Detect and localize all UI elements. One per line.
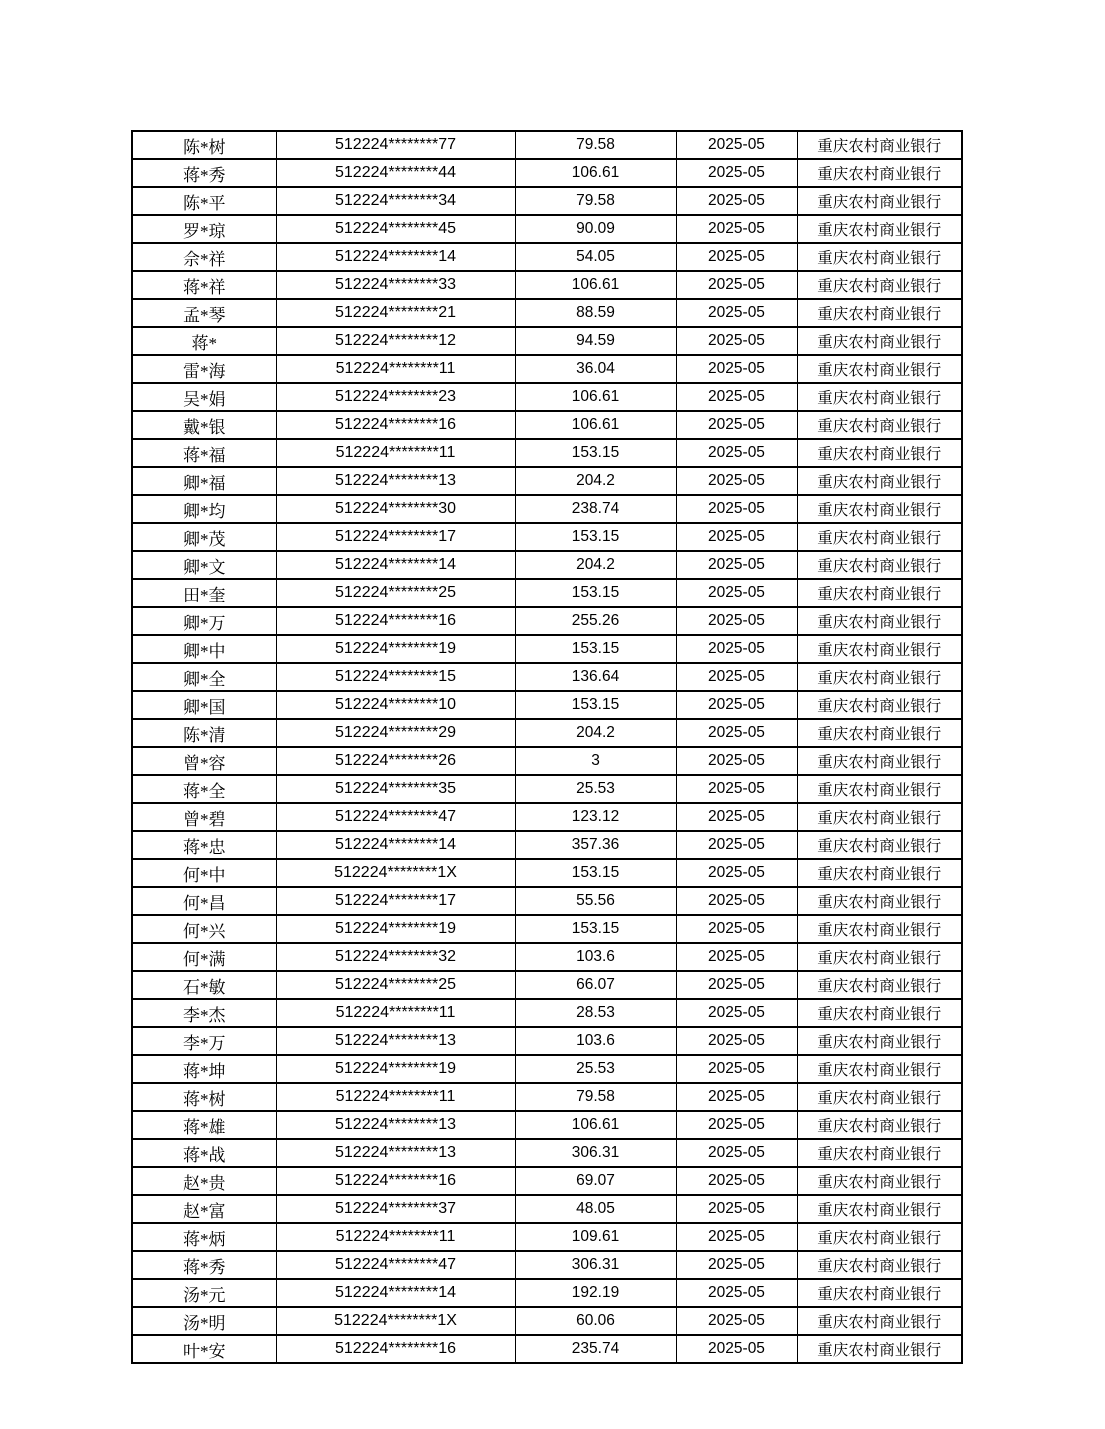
cell-name: 卿*均 <box>132 495 276 523</box>
cell-bank: 重庆农村商业银行 <box>797 1111 962 1139</box>
cell-amount: 103.6 <box>515 943 676 971</box>
cell-month: 2025-05 <box>676 803 797 831</box>
cell-month: 2025-05 <box>676 971 797 999</box>
cell-id-number: 512224********19 <box>276 635 515 663</box>
cell-month: 2025-05 <box>676 131 797 159</box>
cell-month: 2025-05 <box>676 1083 797 1111</box>
cell-amount: 153.15 <box>515 691 676 719</box>
cell-bank: 重庆农村商业银行 <box>797 663 962 691</box>
table-row <box>132 383 962 411</box>
cell-name: 蒋*炳 <box>132 1223 276 1251</box>
cell-amount: 255.26 <box>515 607 676 635</box>
table-row <box>132 1335 962 1363</box>
table-row <box>132 159 962 187</box>
cell-month: 2025-05 <box>676 887 797 915</box>
cell-name: 卿*中 <box>132 635 276 663</box>
cell-name: 何*昌 <box>132 887 276 915</box>
cell-id-number: 512224********14 <box>276 243 515 271</box>
table-row <box>132 831 962 859</box>
cell-month: 2025-05 <box>676 663 797 691</box>
cell-id-number: 512224********32 <box>276 943 515 971</box>
cell-amount: 204.2 <box>515 467 676 495</box>
cell-bank: 重庆农村商业银行 <box>797 383 962 411</box>
cell-month: 2025-05 <box>676 467 797 495</box>
cell-month: 2025-05 <box>676 831 797 859</box>
cell-bank: 重庆农村商业银行 <box>797 691 962 719</box>
cell-name: 石*敏 <box>132 971 276 999</box>
cell-month: 2025-05 <box>676 439 797 467</box>
cell-name: 蒋* <box>132 327 276 355</box>
table-row <box>132 411 962 439</box>
cell-bank: 重庆农村商业银行 <box>797 831 962 859</box>
cell-id-number: 512224********11 <box>276 1223 515 1251</box>
cell-bank: 重庆农村商业银行 <box>797 495 962 523</box>
table-row <box>132 1055 962 1083</box>
cell-bank: 重庆农村商业银行 <box>797 1055 962 1083</box>
cell-month: 2025-05 <box>676 1027 797 1055</box>
cell-bank: 重庆农村商业银行 <box>797 887 962 915</box>
cell-id-number: 512224********13 <box>276 467 515 495</box>
table-row <box>132 243 962 271</box>
cell-amount: 25.53 <box>515 775 676 803</box>
cell-month: 2025-05 <box>676 215 797 243</box>
cell-month: 2025-05 <box>676 635 797 663</box>
cell-amount: 192.19 <box>515 1279 676 1307</box>
cell-bank: 重庆农村商业银行 <box>797 1335 962 1363</box>
cell-id-number: 512224********19 <box>276 915 515 943</box>
cell-amount: 153.15 <box>515 439 676 467</box>
cell-bank: 重庆农村商业银行 <box>797 635 962 663</box>
cell-amount: 153.15 <box>515 635 676 663</box>
cell-bank: 重庆农村商业银行 <box>797 271 962 299</box>
table-row <box>132 915 962 943</box>
cell-month: 2025-05 <box>676 187 797 215</box>
cell-id-number: 512224********19 <box>276 1055 515 1083</box>
cell-id-number: 512224********23 <box>276 383 515 411</box>
cell-month: 2025-05 <box>676 1279 797 1307</box>
cell-amount: 106.61 <box>515 383 676 411</box>
cell-id-number: 512224********1X <box>276 1307 515 1335</box>
cell-amount: 123.12 <box>515 803 676 831</box>
table-row <box>132 355 962 383</box>
cell-amount: 60.06 <box>515 1307 676 1335</box>
cell-name: 蒋*坤 <box>132 1055 276 1083</box>
cell-month: 2025-05 <box>676 495 797 523</box>
table-row <box>132 1307 962 1335</box>
cell-month: 2025-05 <box>676 1335 797 1363</box>
cell-month: 2025-05 <box>676 411 797 439</box>
cell-name: 雷*海 <box>132 355 276 383</box>
cell-name: 叶*安 <box>132 1335 276 1363</box>
cell-bank: 重庆农村商业银行 <box>797 915 962 943</box>
cell-month: 2025-05 <box>676 943 797 971</box>
cell-bank: 重庆农村商业银行 <box>797 243 962 271</box>
cell-amount: 238.74 <box>515 495 676 523</box>
cell-bank: 重庆农村商业银行 <box>797 1027 962 1055</box>
table-row <box>132 579 962 607</box>
cell-name: 蒋*雄 <box>132 1111 276 1139</box>
table-row <box>132 299 962 327</box>
cell-bank: 重庆农村商业银行 <box>797 187 962 215</box>
cell-bank: 重庆农村商业银行 <box>797 1251 962 1279</box>
cell-name: 蒋*祥 <box>132 271 276 299</box>
cell-bank: 重庆农村商业银行 <box>797 1083 962 1111</box>
table-body <box>132 131 962 1363</box>
cell-id-number: 512224********33 <box>276 271 515 299</box>
cell-name: 赵*贵 <box>132 1167 276 1195</box>
table-row <box>132 747 962 775</box>
cell-name: 吴*娟 <box>132 383 276 411</box>
cell-amount: 106.61 <box>515 159 676 187</box>
cell-amount: 306.31 <box>515 1251 676 1279</box>
cell-bank: 重庆农村商业银行 <box>797 719 962 747</box>
cell-amount: 204.2 <box>515 551 676 579</box>
cell-amount: 153.15 <box>515 523 676 551</box>
cell-id-number: 512224********13 <box>276 1139 515 1167</box>
table-row <box>132 943 962 971</box>
cell-amount: 94.59 <box>515 327 676 355</box>
cell-name: 陈*清 <box>132 719 276 747</box>
cell-bank: 重庆农村商业银行 <box>797 971 962 999</box>
table-row <box>132 971 962 999</box>
table-row <box>132 887 962 915</box>
table-row <box>132 1195 962 1223</box>
cell-bank: 重庆农村商业银行 <box>797 1139 962 1167</box>
cell-amount: 306.31 <box>515 1139 676 1167</box>
cell-month: 2025-05 <box>676 1139 797 1167</box>
cell-name: 曾*容 <box>132 747 276 775</box>
cell-name: 蒋*秀 <box>132 159 276 187</box>
subsidy-payment-table <box>131 130 963 1364</box>
cell-id-number: 512224********16 <box>276 1167 515 1195</box>
cell-bank: 重庆农村商业银行 <box>797 131 962 159</box>
table-row <box>132 215 962 243</box>
cell-name: 卿*福 <box>132 467 276 495</box>
cell-id-number: 512224********17 <box>276 887 515 915</box>
cell-name: 汤*元 <box>132 1279 276 1307</box>
table-row <box>132 1223 962 1251</box>
cell-amount: 3 <box>515 747 676 775</box>
table-row <box>132 187 962 215</box>
cell-name: 孟*琴 <box>132 299 276 327</box>
cell-id-number: 512224********25 <box>276 579 515 607</box>
cell-bank: 重庆农村商业银行 <box>797 1195 962 1223</box>
cell-month: 2025-05 <box>676 915 797 943</box>
cell-month: 2025-05 <box>676 1055 797 1083</box>
cell-name: 卿*茂 <box>132 523 276 551</box>
cell-name: 李*杰 <box>132 999 276 1027</box>
cell-amount: 54.05 <box>515 243 676 271</box>
cell-name: 汤*明 <box>132 1307 276 1335</box>
cell-name: 蒋*战 <box>132 1139 276 1167</box>
cell-name: 罗*琼 <box>132 215 276 243</box>
cell-month: 2025-05 <box>676 607 797 635</box>
cell-name: 蒋*忠 <box>132 831 276 859</box>
table-row <box>132 523 962 551</box>
cell-name: 卿*万 <box>132 607 276 635</box>
cell-name: 蒋*福 <box>132 439 276 467</box>
cell-month: 2025-05 <box>676 243 797 271</box>
cell-month: 2025-05 <box>676 327 797 355</box>
cell-name: 卿*文 <box>132 551 276 579</box>
cell-id-number: 512224********10 <box>276 691 515 719</box>
cell-bank: 重庆农村商业银行 <box>797 859 962 887</box>
cell-amount: 79.58 <box>515 187 676 215</box>
cell-amount: 357.36 <box>515 831 676 859</box>
cell-id-number: 512224********11 <box>276 999 515 1027</box>
cell-name: 佘*祥 <box>132 243 276 271</box>
cell-amount: 79.58 <box>515 1083 676 1111</box>
table-row <box>132 1167 962 1195</box>
cell-name: 蒋*秀 <box>132 1251 276 1279</box>
cell-amount: 88.59 <box>515 299 676 327</box>
cell-bank: 重庆农村商业银行 <box>797 551 962 579</box>
cell-id-number: 512224********26 <box>276 747 515 775</box>
cell-month: 2025-05 <box>676 159 797 187</box>
table-row <box>132 663 962 691</box>
cell-id-number: 512224********16 <box>276 1335 515 1363</box>
cell-id-number: 512224********14 <box>276 551 515 579</box>
cell-name: 蒋*全 <box>132 775 276 803</box>
cell-month: 2025-05 <box>676 1195 797 1223</box>
cell-name: 田*奎 <box>132 579 276 607</box>
cell-id-number: 512224********12 <box>276 327 515 355</box>
cell-bank: 重庆农村商业银行 <box>797 607 962 635</box>
cell-bank: 重庆农村商业银行 <box>797 1223 962 1251</box>
cell-id-number: 512224********21 <box>276 299 515 327</box>
cell-id-number: 512224********16 <box>276 607 515 635</box>
cell-name: 卿*国 <box>132 691 276 719</box>
cell-bank: 重庆农村商业银行 <box>797 299 962 327</box>
cell-name: 何*中 <box>132 859 276 887</box>
cell-month: 2025-05 <box>676 523 797 551</box>
cell-month: 2025-05 <box>676 775 797 803</box>
cell-amount: 48.05 <box>515 1195 676 1223</box>
cell-month: 2025-05 <box>676 355 797 383</box>
cell-amount: 136.64 <box>515 663 676 691</box>
cell-id-number: 512224********44 <box>276 159 515 187</box>
cell-month: 2025-05 <box>676 271 797 299</box>
cell-id-number: 512224********11 <box>276 1083 515 1111</box>
cell-bank: 重庆农村商业银行 <box>797 1279 962 1307</box>
cell-bank: 重庆农村商业银行 <box>797 747 962 775</box>
cell-id-number: 512224********29 <box>276 719 515 747</box>
table-row <box>132 327 962 355</box>
cell-id-number: 512224********15 <box>276 663 515 691</box>
table-row <box>132 775 962 803</box>
cell-id-number: 512224********11 <box>276 355 515 383</box>
cell-month: 2025-05 <box>676 1167 797 1195</box>
cell-id-number: 512224********16 <box>276 411 515 439</box>
cell-month: 2025-05 <box>676 551 797 579</box>
cell-bank: 重庆农村商业银行 <box>797 1167 962 1195</box>
cell-bank: 重庆农村商业银行 <box>797 439 962 467</box>
table-row <box>132 999 962 1027</box>
cell-bank: 重庆农村商业银行 <box>797 999 962 1027</box>
table-row <box>132 1027 962 1055</box>
cell-amount: 25.53 <box>515 1055 676 1083</box>
table-row <box>132 467 962 495</box>
cell-id-number: 512224********45 <box>276 215 515 243</box>
cell-id-number: 512224********37 <box>276 1195 515 1223</box>
cell-name: 蒋*树 <box>132 1083 276 1111</box>
cell-amount: 90.09 <box>515 215 676 243</box>
cell-bank: 重庆农村商业银行 <box>797 467 962 495</box>
cell-amount: 69.07 <box>515 1167 676 1195</box>
cell-month: 2025-05 <box>676 299 797 327</box>
cell-amount: 28.53 <box>515 999 676 1027</box>
cell-bank: 重庆农村商业银行 <box>797 943 962 971</box>
table-row <box>132 439 962 467</box>
table-row <box>132 607 962 635</box>
table-row <box>132 1111 962 1139</box>
cell-bank: 重庆农村商业银行 <box>797 159 962 187</box>
cell-month: 2025-05 <box>676 383 797 411</box>
cell-name: 戴*银 <box>132 411 276 439</box>
cell-id-number: 512224********1X <box>276 859 515 887</box>
table-row <box>132 1251 962 1279</box>
cell-month: 2025-05 <box>676 859 797 887</box>
cell-month: 2025-05 <box>676 1223 797 1251</box>
cell-id-number: 512224********47 <box>276 1251 515 1279</box>
cell-id-number: 512224********13 <box>276 1027 515 1055</box>
cell-month: 2025-05 <box>676 579 797 607</box>
cell-month: 2025-05 <box>676 747 797 775</box>
cell-bank: 重庆农村商业银行 <box>797 579 962 607</box>
cell-id-number: 512224********30 <box>276 495 515 523</box>
cell-id-number: 512224********17 <box>276 523 515 551</box>
cell-id-number: 512224********47 <box>276 803 515 831</box>
cell-month: 2025-05 <box>676 1111 797 1139</box>
cell-amount: 36.04 <box>515 355 676 383</box>
table-row <box>132 1139 962 1167</box>
cell-amount: 55.56 <box>515 887 676 915</box>
table-row <box>132 131 962 159</box>
cell-amount: 79.58 <box>515 131 676 159</box>
cell-bank: 重庆农村商业银行 <box>797 775 962 803</box>
table-row <box>132 719 962 747</box>
cell-amount: 106.61 <box>515 411 676 439</box>
table-row <box>132 859 962 887</box>
cell-name: 曾*碧 <box>132 803 276 831</box>
cell-name: 何*兴 <box>132 915 276 943</box>
cell-amount: 103.6 <box>515 1027 676 1055</box>
table-row <box>132 635 962 663</box>
cell-id-number: 512224********34 <box>276 187 515 215</box>
cell-bank: 重庆农村商业银行 <box>797 327 962 355</box>
cell-bank: 重庆农村商业银行 <box>797 411 962 439</box>
cell-bank: 重庆农村商业银行 <box>797 523 962 551</box>
cell-name: 卿*全 <box>132 663 276 691</box>
cell-id-number: 512224********77 <box>276 131 515 159</box>
cell-name: 陈*平 <box>132 187 276 215</box>
cell-amount: 66.07 <box>515 971 676 999</box>
cell-name: 赵*富 <box>132 1195 276 1223</box>
cell-id-number: 512224********11 <box>276 439 515 467</box>
cell-name: 陈*树 <box>132 131 276 159</box>
cell-name: 何*满 <box>132 943 276 971</box>
cell-month: 2025-05 <box>676 691 797 719</box>
cell-amount: 109.61 <box>515 1223 676 1251</box>
table-row <box>132 551 962 579</box>
cell-id-number: 512224********35 <box>276 775 515 803</box>
cell-amount: 106.61 <box>515 271 676 299</box>
table-row <box>132 1083 962 1111</box>
cell-bank: 重庆农村商业银行 <box>797 215 962 243</box>
cell-id-number: 512224********25 <box>276 971 515 999</box>
cell-amount: 153.15 <box>515 579 676 607</box>
cell-amount: 235.74 <box>515 1335 676 1363</box>
cell-amount: 106.61 <box>515 1111 676 1139</box>
cell-month: 2025-05 <box>676 719 797 747</box>
cell-bank: 重庆农村商业银行 <box>797 1307 962 1335</box>
table-row <box>132 691 962 719</box>
cell-month: 2025-05 <box>676 1251 797 1279</box>
cell-amount: 204.2 <box>515 719 676 747</box>
cell-id-number: 512224********14 <box>276 831 515 859</box>
cell-bank: 重庆农村商业银行 <box>797 355 962 383</box>
cell-id-number: 512224********13 <box>276 1111 515 1139</box>
cell-amount: 153.15 <box>515 859 676 887</box>
table-row <box>132 803 962 831</box>
table-row <box>132 1279 962 1307</box>
cell-month: 2025-05 <box>676 1307 797 1335</box>
cell-name: 李*万 <box>132 1027 276 1055</box>
cell-bank: 重庆农村商业银行 <box>797 803 962 831</box>
cell-id-number: 512224********14 <box>276 1279 515 1307</box>
table-row <box>132 495 962 523</box>
table-row <box>132 271 962 299</box>
cell-amount: 153.15 <box>515 915 676 943</box>
cell-month: 2025-05 <box>676 999 797 1027</box>
